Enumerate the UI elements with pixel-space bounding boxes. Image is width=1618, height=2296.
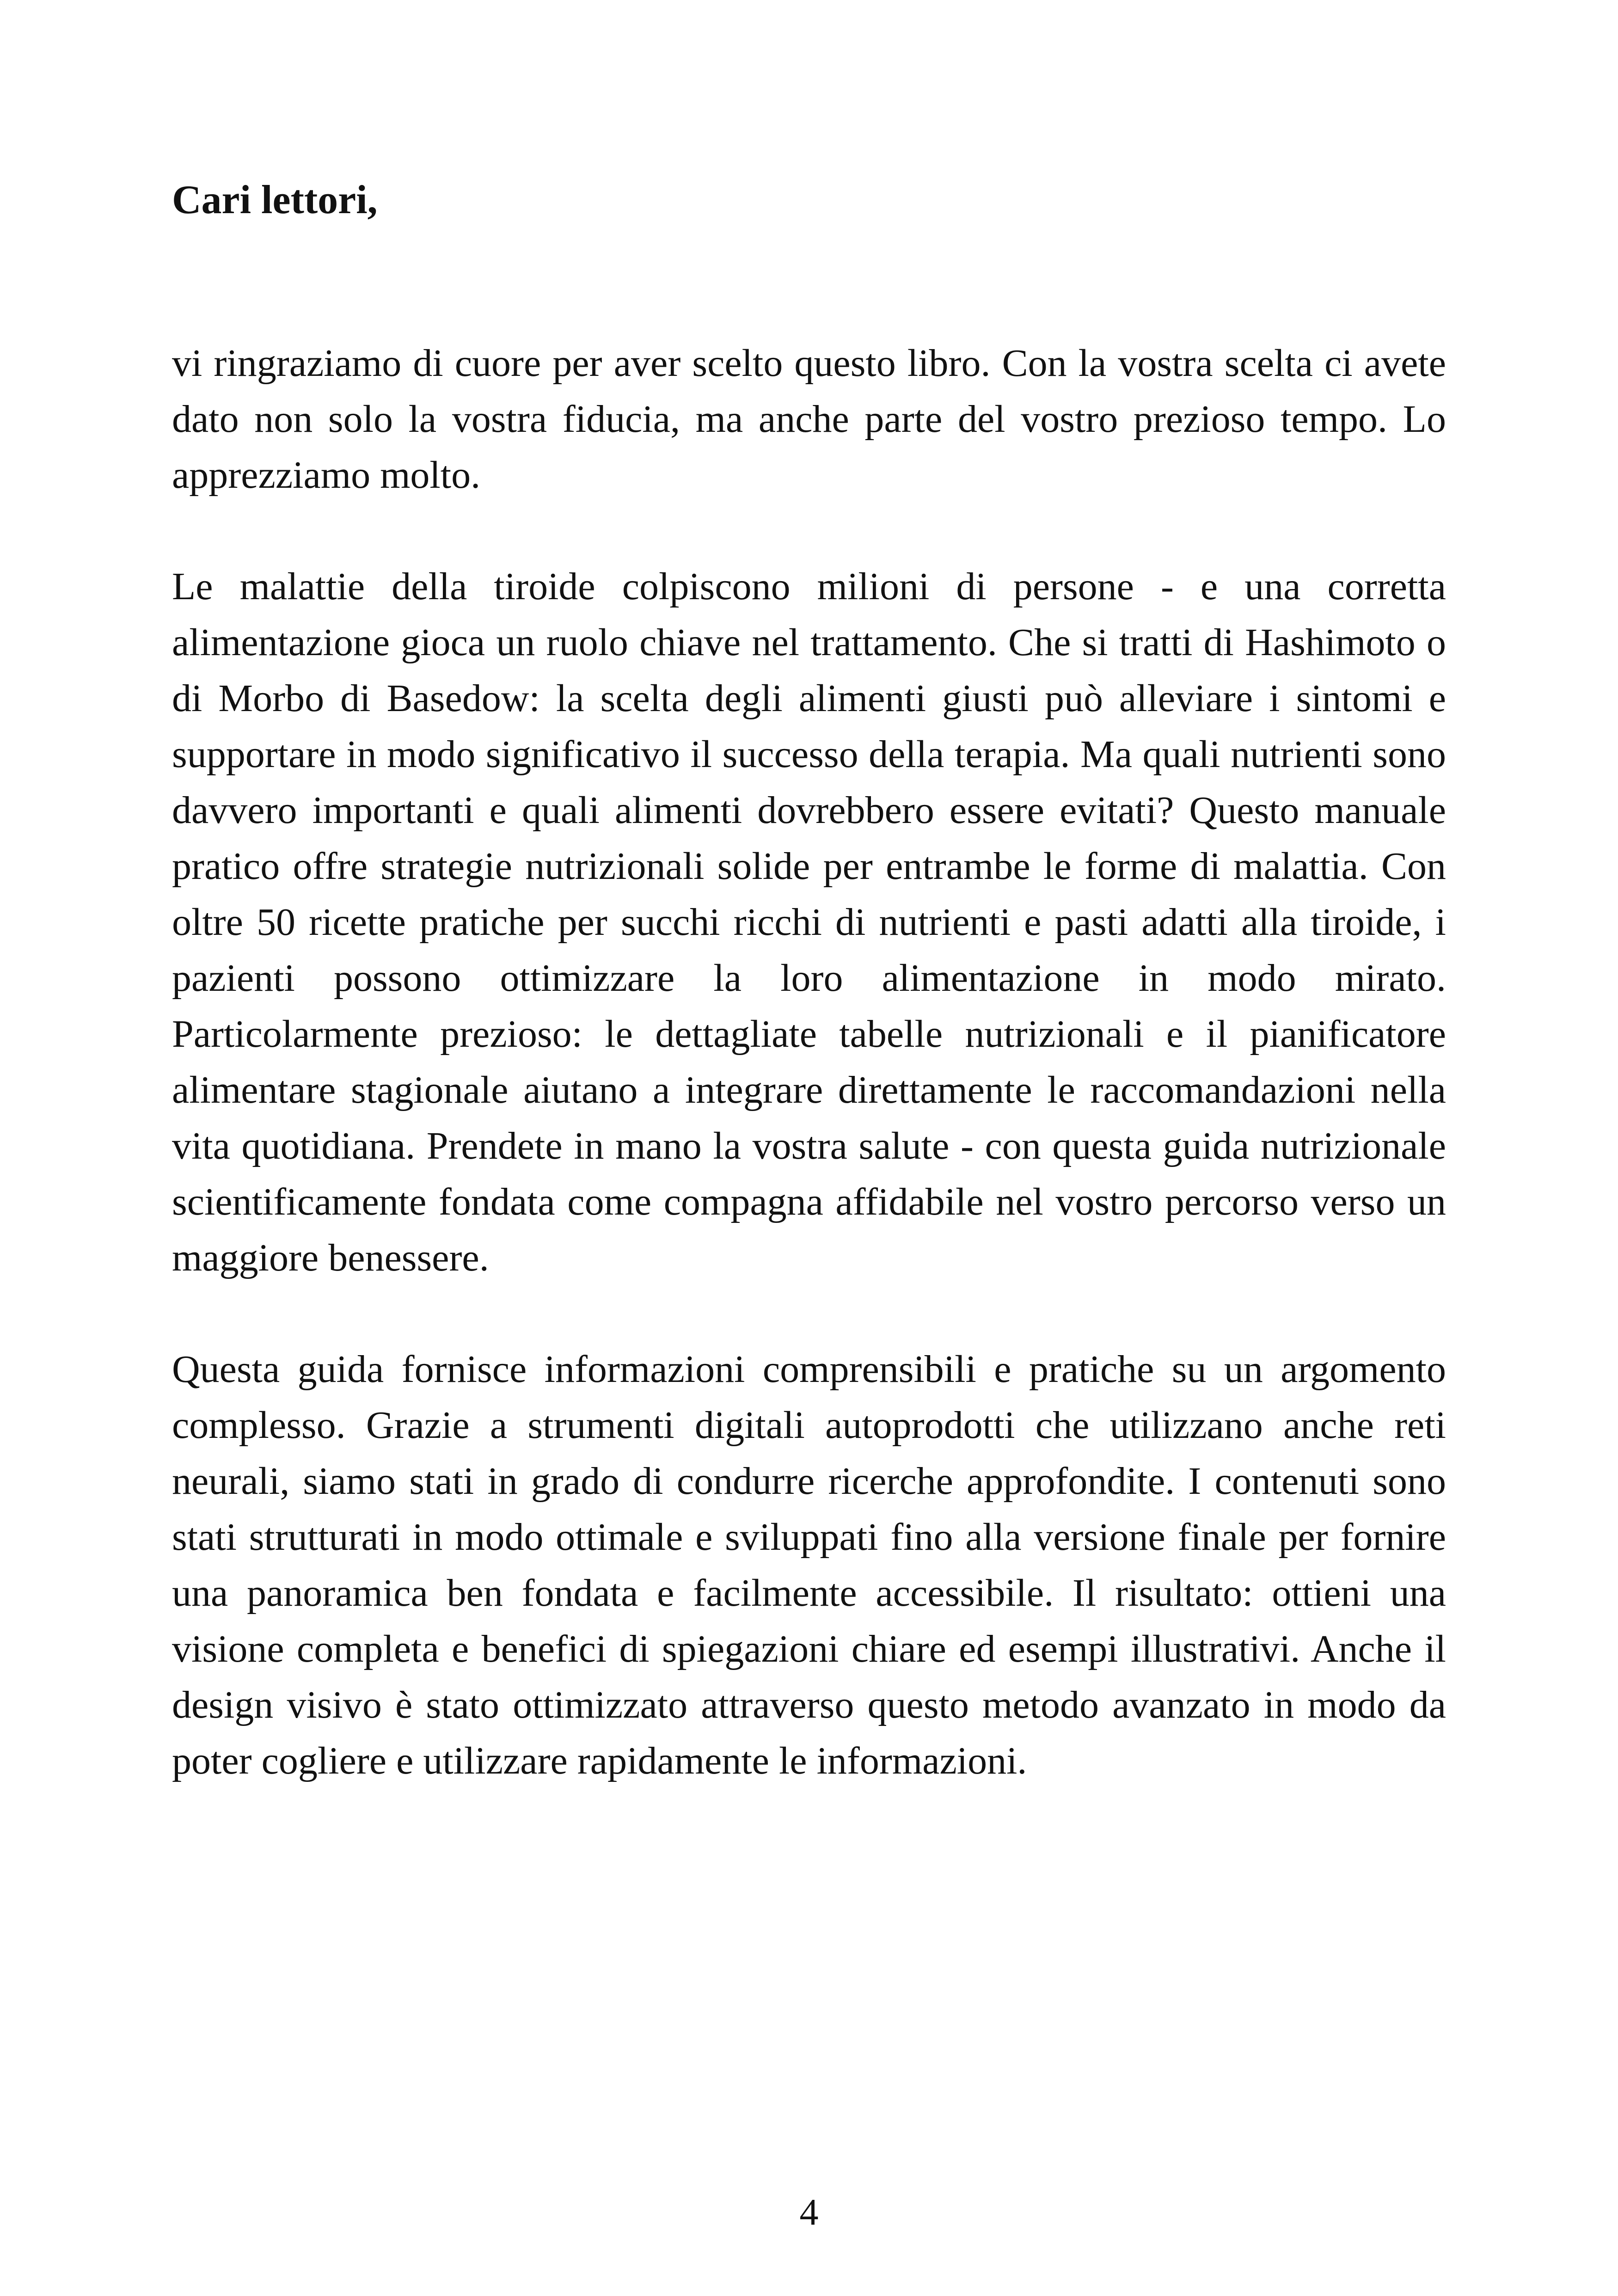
page-number: 4 — [799, 2191, 819, 2233]
paragraph-thanks: vi ringraziamo di cuore per aver scelto questo libro. Con la vostra scelta ci avete dato non solo la vostra fiducia, ma anche parte del vostro prezioso tempo. Lo apprezziamo molto. — [172, 342, 1446, 497]
letter-greeting: Cari lettori, — [172, 178, 378, 222]
letter-body — [172, 335, 1446, 1844]
paragraph-guide-method: Questa guida fornisce informazioni comprensibili e pratiche su un argomento complesso. Grazie a strumenti digitali autoprodotti che utilizzano anche reti neurali, siamo stati in grado di condurre ricerche approfondite. I contenuti sono stati strutturati in modo ottimale e sviluppati fino alla versione finale per fornire una panoramica ben fondata e facilmente accessibile. Il risultato: ottieni una visione completa e benefici di spiegazioni chiare ed esempi illustrativi. Anche il design visivo è stato ottimizzato attraverso questo metodo avanzato in modo da poter cogliere e utilizzare rapidamente le informazioni. — [172, 1348, 1446, 1782]
paragraph-thyroid-nutrition: Le malattie della tiroide colpiscono milioni di persone - e una corretta alimentazione gioca un ruolo chiave nel trattamento. Che si tratti di Hashimoto o di Morbo di Basedow: la scelta degli alimenti giusti può alleviare i sintomi e supportare in modo significativo il successo della terapia. Ma quali nutrienti sono davvero importanti e quali alimenti dovrebbero essere evitati? Questo manuale pratico offre strategie nutrizionali solide per entrambe le forme di malattia. Con oltre 50 ricette pratiche per succhi ricchi di nutrienti e pasti adatti alla tiroide, i pazienti possono ottimizzare la loro alimentazione in modo mirato. Particolarmente prezioso: le dettagliate tabelle nutrizionali e il pianificatore alimentare stagionale aiutano a integrare direttamente le raccomandazioni nella vita quotidiana. Prendete in mano la vostra salute - con questa guida nutrizionale scientificamente fondata come compagna affidabile nel vostro percorso verso un maggiore benessere. — [172, 565, 1446, 1279]
